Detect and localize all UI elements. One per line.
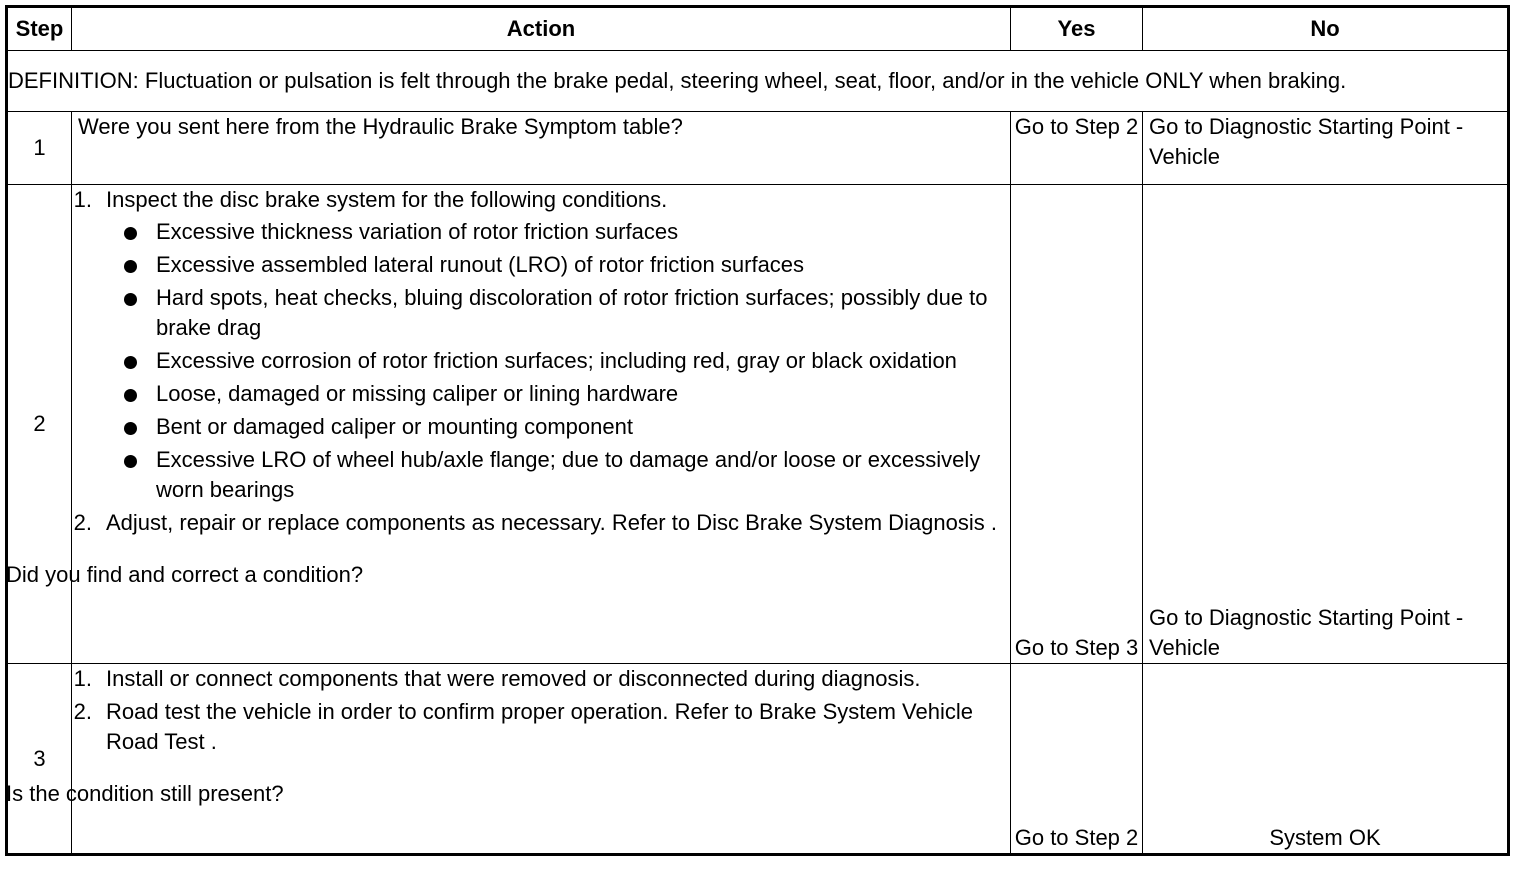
action-steps-list: [72, 664, 1010, 757]
condition-text: Hard spots, heat checks, bluing discoloration of rotor friction surfaces; possibly due to brake drag: [156, 285, 988, 340]
list-text: Adjust, repair or replace components as necessary. Refer to Disc Brake System Diagnosis .: [106, 510, 997, 535]
condition-text: Excessive LRO of wheel hub/axle flange; due to damage and/or loose or excessively worn bearings: [156, 447, 981, 502]
condition-text: Loose, damaged or missing caliper or lining hardware: [156, 381, 679, 406]
condition-item: [106, 379, 1010, 409]
list-item: [56, 185, 1010, 505]
header-yes: Yes: [1011, 7, 1143, 51]
condition-item: [106, 412, 1010, 442]
bullet-icon: [124, 389, 137, 402]
yes-cell: Go to Step 3: [1011, 185, 1143, 664]
action-cell: [6, 664, 1011, 855]
bullet-icon: [124, 260, 137, 273]
header-step: Step: [7, 7, 72, 51]
list-number: 2.: [73, 510, 92, 535]
action-question: Did you find and correct a condition?: [6, 562, 364, 587]
step-number: 1: [7, 112, 72, 185]
condition-text: Excessive corrosion of rotor friction surfaces; including red, gray or black oxidation: [156, 348, 957, 373]
table-row: [7, 112, 1509, 185]
no-cell: Go to Diagnostic Starting Point - Vehicle: [1143, 185, 1509, 664]
action-cell: [72, 112, 1011, 185]
step-number: 3: [7, 664, 72, 855]
condition-item: [106, 250, 1010, 280]
bullet-icon: [124, 422, 137, 435]
list-item: [56, 508, 1010, 538]
list-number: 2.: [73, 699, 92, 724]
table-row: [7, 664, 1509, 855]
no-cell: Go to Diagnostic Starting Point - Vehicle: [1143, 112, 1509, 185]
list-item: [56, 664, 1010, 694]
no-cell: System OK: [1143, 664, 1509, 855]
bullet-icon: [124, 293, 137, 306]
yes-cell: Go to Step 2: [1011, 664, 1143, 855]
step-number: 2: [7, 185, 72, 664]
action-question: Is the condition still present?: [6, 781, 284, 806]
list-text: Inspect the disc brake system for the following conditions.: [106, 187, 668, 212]
condition-list: [106, 217, 1010, 505]
condition-item: [106, 445, 1010, 505]
definition-text: DEFINITION: Fluctuation or pulsation is felt through the brake pedal, steering wheel, seat, floor, and/or in the vehicle ONLY when braking.: [7, 51, 1509, 112]
condition-text: Excessive thickness variation of rotor friction surfaces: [156, 219, 679, 244]
condition-text: Excessive assembled lateral runout (LRO) of rotor friction surfaces: [156, 252, 805, 277]
action-question: Were you sent here from the Hydraulic Brake Symptom table?: [78, 114, 683, 139]
header-row: [7, 7, 1509, 51]
bullet-icon: [124, 227, 137, 240]
list-number: 1.: [73, 666, 92, 691]
list-text: Road test the vehicle in order to confirm proper operation. Refer to Brake System Vehicle Road Test .: [106, 699, 973, 754]
list-item: [56, 697, 1010, 757]
condition-item: [106, 217, 1010, 247]
header-no: No: [1143, 7, 1509, 51]
yes-cell: Go to Step 2: [1011, 112, 1143, 185]
list-text: Install or connect components that were removed or disconnected during diagnosis.: [106, 666, 921, 691]
action-steps-list: [72, 185, 1010, 538]
bullet-icon: [124, 455, 137, 468]
condition-item: [106, 346, 1010, 376]
header-action: Action: [72, 7, 1011, 51]
action-cell: [6, 185, 1011, 664]
condition-text: Bent or damaged caliper or mounting component: [156, 414, 633, 439]
diagnostic-table: [5, 5, 1510, 856]
table-row: [7, 185, 1509, 664]
definition-row: [7, 51, 1509, 112]
condition-item: [106, 283, 1010, 343]
list-number: 1.: [73, 187, 92, 212]
bullet-icon: [124, 356, 137, 369]
